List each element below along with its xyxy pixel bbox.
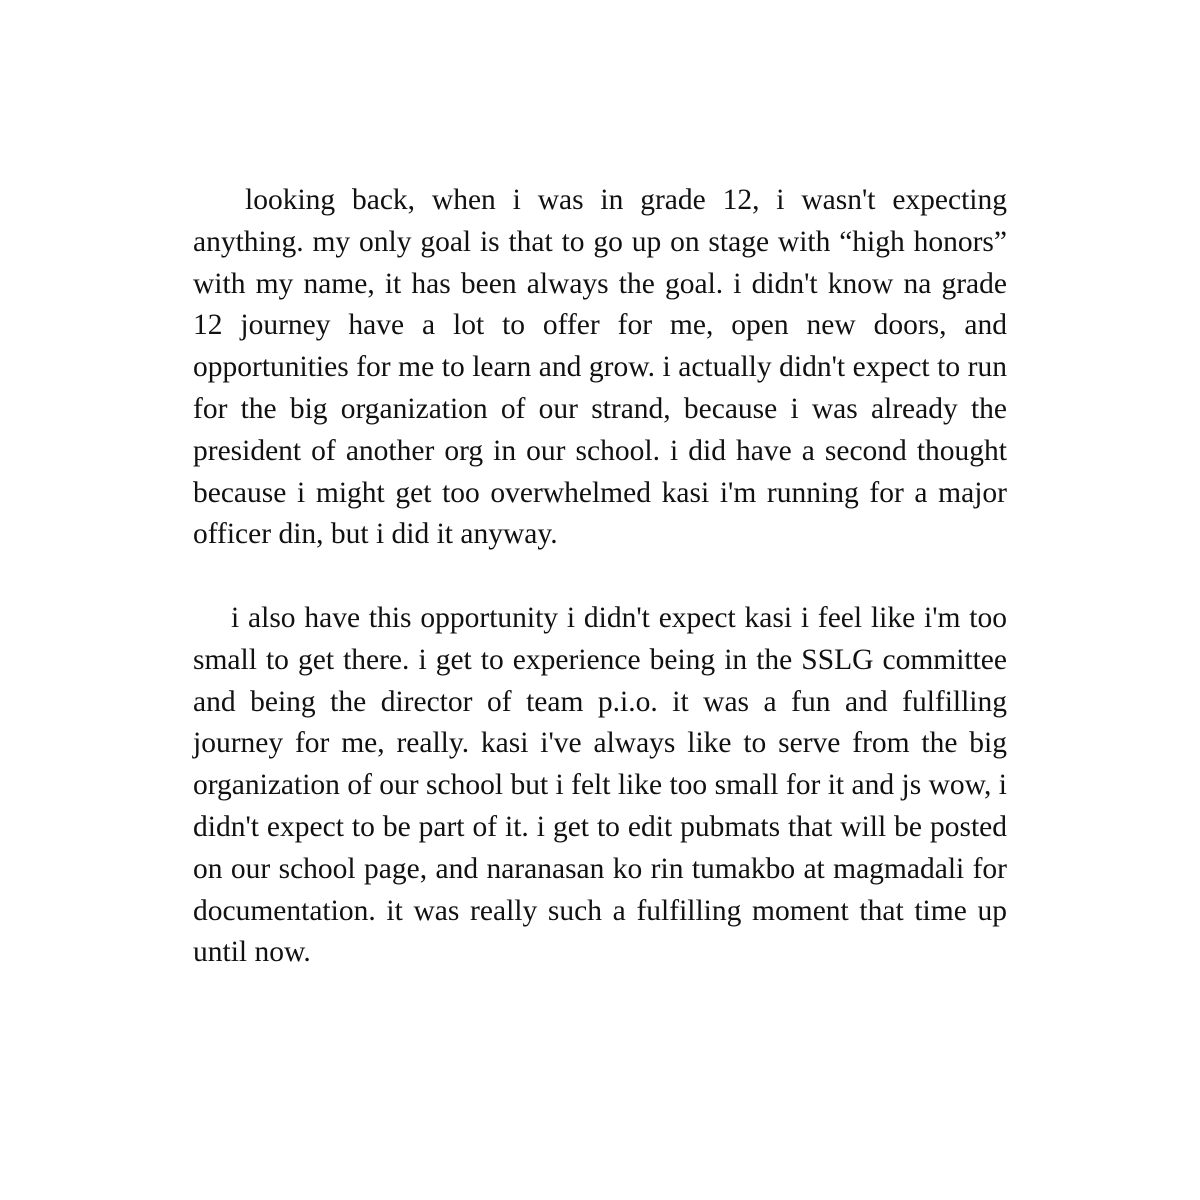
paragraph-1: looking back, when i was in grade 12, i wasn't expecting anything. my only goal is that to go up on stage with “high honors” with my name, it has been always the goal. i didn't know na grade 12 journey have a lot to offer for me, open new doors, and opportunities for me to learn and grow. i actually didn't expect to run for the big organization of our strand, because i was already the president of another org in our school. i did have a second thought because i might get too overwhelmed kasi i'm running for a major officer din, but i did it anyway. (193, 184, 1007, 551)
paragraph-2: i also have this opportunity i didn't expect kasi i feel like i'm too small to get there. i get to experience being in the SSLG committee and being the director of team p.i.o. it was a fun and fulfilling journey for me, really. kasi i've always like to serve from the big organization of our school but i felt like too small for it and js wow, i didn't expect to be part of it. i get to edit pubmats that will be posted on our school page, and naranasan ko rin tumakbo at magmadali for documentation. it was really such a fulfilling moment that time up until now. (193, 601, 1007, 969)
text-body (193, 180, 1007, 974)
